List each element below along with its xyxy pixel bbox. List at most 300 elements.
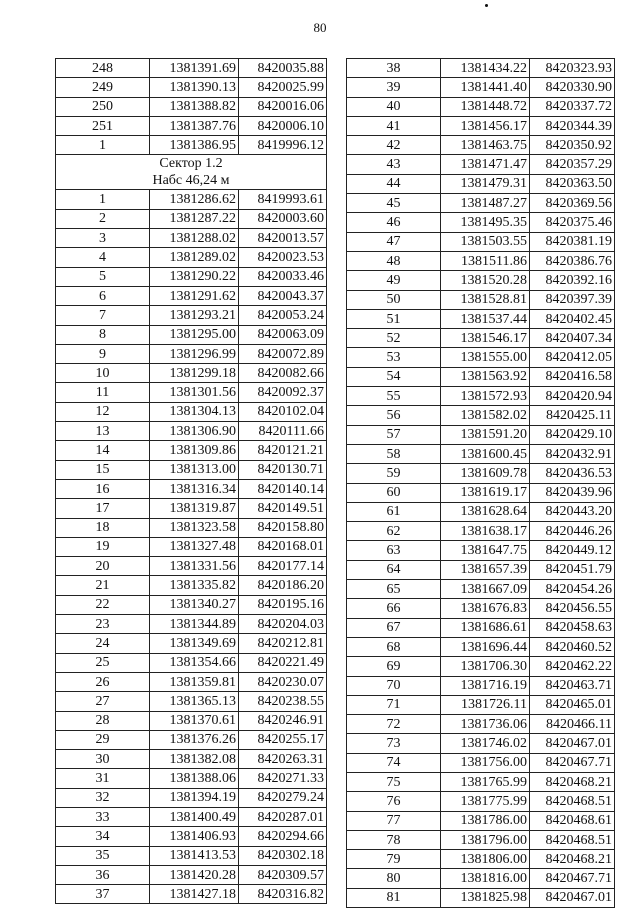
point-number-cell: 35 — [56, 846, 150, 865]
table-row — [347, 425, 615, 444]
x-coordinate-cell: 1381316.34 — [150, 479, 239, 498]
x-coordinate-cell: 1381289.02 — [150, 248, 239, 267]
x-coordinate-cell: 1381555.00 — [441, 348, 530, 367]
y-coordinate-cell: 8420337.72 — [530, 97, 615, 116]
point-number-cell: 29 — [56, 730, 150, 749]
point-number-cell: 66 — [347, 599, 441, 618]
x-coordinate-cell: 1381716.19 — [441, 676, 530, 695]
point-number-cell: 42 — [347, 136, 441, 155]
point-number-cell: 1 — [56, 136, 150, 155]
x-coordinate-cell: 1381309.86 — [150, 441, 239, 460]
point-number-cell: 64 — [347, 560, 441, 579]
table-row — [347, 290, 615, 309]
table-row — [347, 695, 615, 714]
x-coordinate-cell: 1381609.78 — [441, 464, 530, 483]
point-number-cell: 74 — [347, 753, 441, 772]
y-coordinate-cell: 8420092.37 — [239, 383, 327, 402]
table-row — [347, 464, 615, 483]
point-number-cell: 23 — [56, 615, 150, 634]
table-row — [56, 479, 327, 498]
y-coordinate-cell: 8420467.71 — [530, 869, 615, 888]
point-number-cell: 79 — [347, 850, 441, 869]
y-coordinate-cell: 8420432.91 — [530, 444, 615, 463]
point-number-cell: 60 — [347, 483, 441, 502]
x-coordinate-cell: 1381295.00 — [150, 325, 239, 344]
sector-title: Сектор 1.2 — [159, 156, 223, 172]
x-coordinate-cell: 1381528.81 — [441, 290, 530, 309]
x-coordinate-cell: 1381427.18 — [150, 885, 239, 904]
point-number-cell: 250 — [56, 97, 150, 116]
y-coordinate-cell: 8420323.93 — [530, 59, 615, 78]
y-coordinate-cell: 8420204.03 — [239, 615, 327, 634]
table-row — [56, 325, 327, 344]
table-row — [56, 807, 327, 826]
y-coordinate-cell: 8420425.11 — [530, 406, 615, 425]
y-coordinate-cell: 8420255.17 — [239, 730, 327, 749]
point-number-cell: 33 — [56, 807, 150, 826]
y-coordinate-cell: 8420053.24 — [239, 306, 327, 325]
x-coordinate-cell: 1381572.93 — [441, 387, 530, 406]
point-number-cell: 39 — [347, 78, 441, 97]
x-coordinate-cell: 1381503.55 — [441, 232, 530, 251]
table-row — [56, 672, 327, 691]
coordinates-table-right — [346, 58, 615, 908]
y-coordinate-cell: 8420294.66 — [239, 827, 327, 846]
point-number-cell: 1 — [56, 190, 150, 209]
x-coordinate-cell: 1381406.93 — [150, 827, 239, 846]
x-coordinate-cell: 1381726.11 — [441, 695, 530, 714]
y-coordinate-cell: 8420357.29 — [530, 155, 615, 174]
point-number-cell: 26 — [56, 672, 150, 691]
point-number-cell: 56 — [347, 406, 441, 425]
x-coordinate-cell: 1381686.61 — [441, 618, 530, 637]
y-coordinate-cell: 8420149.51 — [239, 499, 327, 518]
x-coordinate-cell: 1381344.89 — [150, 615, 239, 634]
y-coordinate-cell: 8420140.14 — [239, 479, 327, 498]
table-row — [347, 155, 615, 174]
point-number-cell: 75 — [347, 772, 441, 791]
x-coordinate-cell: 1381600.45 — [441, 444, 530, 463]
scan-speck — [485, 4, 488, 7]
point-number-cell: 50 — [347, 290, 441, 309]
x-coordinate-cell: 1381736.06 — [441, 715, 530, 734]
point-number-cell: 59 — [347, 464, 441, 483]
table-row — [56, 190, 327, 209]
y-coordinate-cell: 8420016.06 — [239, 97, 327, 116]
y-coordinate-cell: 8420436.53 — [530, 464, 615, 483]
point-number-cell: 36 — [56, 865, 150, 884]
table-row — [347, 637, 615, 656]
y-coordinate-cell: 8420063.09 — [239, 325, 327, 344]
y-coordinate-cell: 8420363.50 — [530, 174, 615, 193]
point-number-cell: 76 — [347, 792, 441, 811]
sector-subtitle: Набс 46,24 м — [152, 173, 230, 189]
table-row — [347, 560, 615, 579]
x-coordinate-cell: 1381563.92 — [441, 367, 530, 386]
point-number-cell: 251 — [56, 116, 150, 135]
table-row — [347, 483, 615, 502]
page-number: 80 — [313, 20, 327, 35]
x-coordinate-cell: 1381388.06 — [150, 769, 239, 788]
table-row — [347, 59, 615, 78]
y-coordinate-cell: 8420446.26 — [530, 522, 615, 541]
x-coordinate-cell: 1381796.00 — [441, 830, 530, 849]
y-coordinate-cell: 8420035.88 — [239, 59, 327, 78]
y-coordinate-cell: 8420465.01 — [530, 695, 615, 714]
y-coordinate-cell: 8420467.01 — [530, 734, 615, 753]
point-number-cell: 6 — [56, 286, 150, 305]
table-row — [56, 557, 327, 576]
point-number-cell: 45 — [347, 194, 441, 213]
point-number-cell: 8 — [56, 325, 150, 344]
table-row — [56, 634, 327, 653]
table-row — [347, 174, 615, 193]
table-row — [56, 885, 327, 904]
table-row — [56, 865, 327, 884]
y-coordinate-cell: 8420302.18 — [239, 846, 327, 865]
table-row — [56, 344, 327, 363]
y-coordinate-cell: 8420271.33 — [239, 769, 327, 788]
point-number-cell: 49 — [347, 271, 441, 290]
table-row — [56, 441, 327, 460]
x-coordinate-cell: 1381359.81 — [150, 672, 239, 691]
point-number-cell: 41 — [347, 116, 441, 135]
x-coordinate-cell: 1381487.27 — [441, 194, 530, 213]
point-number-cell: 18 — [56, 518, 150, 537]
point-number-cell: 17 — [56, 499, 150, 518]
y-coordinate-cell: 8419996.12 — [239, 136, 327, 155]
x-coordinate-cell: 1381537.44 — [441, 309, 530, 328]
x-coordinate-cell: 1381746.02 — [441, 734, 530, 753]
table-row — [347, 869, 615, 888]
y-coordinate-cell: 8420467.01 — [530, 888, 615, 907]
y-coordinate-cell: 8420102.04 — [239, 402, 327, 421]
x-coordinate-cell: 1381299.18 — [150, 364, 239, 383]
x-coordinate-cell: 1381546.17 — [441, 329, 530, 348]
right-table-rows — [347, 59, 615, 908]
y-coordinate-cell: 8420420.94 — [530, 387, 615, 406]
y-coordinate-cell: 8420369.56 — [530, 194, 615, 213]
point-number-cell: 13 — [56, 422, 150, 441]
table-row — [347, 78, 615, 97]
y-coordinate-cell: 8420429.10 — [530, 425, 615, 444]
table-row — [347, 753, 615, 772]
table-row — [56, 267, 327, 286]
point-number-cell: 47 — [347, 232, 441, 251]
table-row — [56, 653, 327, 672]
table-row — [347, 251, 615, 270]
y-coordinate-cell: 8420006.10 — [239, 116, 327, 135]
x-coordinate-cell: 1381775.99 — [441, 792, 530, 811]
point-number-cell: 62 — [347, 522, 441, 541]
y-coordinate-cell: 8420392.16 — [530, 271, 615, 290]
y-coordinate-cell: 8420416.58 — [530, 367, 615, 386]
y-coordinate-cell: 8420449.12 — [530, 541, 615, 560]
y-coordinate-cell: 8420287.01 — [239, 807, 327, 826]
point-number-cell: 69 — [347, 657, 441, 676]
x-coordinate-cell: 1381306.90 — [150, 422, 239, 441]
x-coordinate-cell: 1381382.08 — [150, 750, 239, 769]
table-row — [347, 271, 615, 290]
table-row — [347, 792, 615, 811]
table-row — [56, 692, 327, 711]
x-coordinate-cell: 1381286.62 — [150, 190, 239, 209]
x-coordinate-cell: 1381413.53 — [150, 846, 239, 865]
x-coordinate-cell: 1381520.28 — [441, 271, 530, 290]
point-number-cell: 16 — [56, 479, 150, 498]
table-row — [56, 499, 327, 518]
point-number-cell: 81 — [347, 888, 441, 907]
sector-header-group — [56, 155, 327, 190]
table-row — [347, 541, 615, 560]
x-coordinate-cell: 1381638.17 — [441, 522, 530, 541]
point-number-cell: 38 — [347, 59, 441, 78]
x-coordinate-cell: 1381495.35 — [441, 213, 530, 232]
point-number-cell: 10 — [56, 364, 150, 383]
y-coordinate-cell: 8420279.24 — [239, 788, 327, 807]
table-row — [56, 827, 327, 846]
y-coordinate-cell: 8420344.39 — [530, 116, 615, 135]
y-coordinate-cell: 8420462.22 — [530, 657, 615, 676]
y-coordinate-cell: 8420386.76 — [530, 251, 615, 270]
table-row — [347, 522, 615, 541]
point-number-cell: 68 — [347, 637, 441, 656]
x-coordinate-cell: 1381296.99 — [150, 344, 239, 363]
x-coordinate-cell: 1381386.95 — [150, 136, 239, 155]
x-coordinate-cell: 1381301.56 — [150, 383, 239, 402]
x-coordinate-cell: 1381628.64 — [441, 502, 530, 521]
sector-header-row — [56, 155, 327, 190]
x-coordinate-cell: 1381287.22 — [150, 209, 239, 228]
point-number-cell: 40 — [347, 97, 441, 116]
left-table-rows-bottom — [56, 190, 327, 904]
point-number-cell: 72 — [347, 715, 441, 734]
point-number-cell: 73 — [347, 734, 441, 753]
point-number-cell: 2 — [56, 209, 150, 228]
table-row — [347, 444, 615, 463]
y-coordinate-cell: 8420443.20 — [530, 502, 615, 521]
point-number-cell: 44 — [347, 174, 441, 193]
x-coordinate-cell: 1381463.75 — [441, 136, 530, 155]
point-number-cell: 21 — [56, 576, 150, 595]
point-number-cell: 28 — [56, 711, 150, 730]
y-coordinate-cell: 8420468.51 — [530, 830, 615, 849]
x-coordinate-cell: 1381479.31 — [441, 174, 530, 193]
table-row — [347, 387, 615, 406]
y-coordinate-cell: 8420407.34 — [530, 329, 615, 348]
y-coordinate-cell: 8420467.71 — [530, 753, 615, 772]
table-row — [347, 734, 615, 753]
table-row — [347, 850, 615, 869]
y-coordinate-cell: 8420412.05 — [530, 348, 615, 367]
point-number-cell: 248 — [56, 59, 150, 78]
point-number-cell: 46 — [347, 213, 441, 232]
sector-header — [56, 155, 327, 190]
x-coordinate-cell: 1381657.39 — [441, 560, 530, 579]
table-row — [56, 769, 327, 788]
x-coordinate-cell: 1381340.27 — [150, 595, 239, 614]
table-row — [347, 232, 615, 251]
y-coordinate-cell: 8420454.26 — [530, 580, 615, 599]
x-coordinate-cell: 1381354.66 — [150, 653, 239, 672]
y-coordinate-cell: 8420402.45 — [530, 309, 615, 328]
table-row — [56, 136, 327, 155]
table-row — [347, 309, 615, 328]
point-number-cell: 61 — [347, 502, 441, 521]
table-row — [56, 422, 327, 441]
y-coordinate-cell: 8419993.61 — [239, 190, 327, 209]
x-coordinate-cell: 1381331.56 — [150, 557, 239, 576]
y-coordinate-cell: 8420043.37 — [239, 286, 327, 305]
point-number-cell: 65 — [347, 580, 441, 599]
table-row — [56, 460, 327, 479]
x-coordinate-cell: 1381676.83 — [441, 599, 530, 618]
point-number-cell: 19 — [56, 537, 150, 556]
point-number-cell: 30 — [56, 750, 150, 769]
x-coordinate-cell: 1381400.49 — [150, 807, 239, 826]
y-coordinate-cell: 8420309.57 — [239, 865, 327, 884]
x-coordinate-cell: 1381390.13 — [150, 78, 239, 97]
y-coordinate-cell: 8420212.81 — [239, 634, 327, 653]
point-number-cell: 34 — [56, 827, 150, 846]
y-coordinate-cell: 8420025.99 — [239, 78, 327, 97]
x-coordinate-cell: 1381456.17 — [441, 116, 530, 135]
point-number-cell: 57 — [347, 425, 441, 444]
point-number-cell: 20 — [56, 557, 150, 576]
y-coordinate-cell: 8420033.46 — [239, 267, 327, 286]
y-coordinate-cell: 8420130.71 — [239, 460, 327, 479]
y-coordinate-cell: 8420468.21 — [530, 850, 615, 869]
point-number-cell: 15 — [56, 460, 150, 479]
table-row — [56, 402, 327, 421]
table-row — [347, 715, 615, 734]
point-number-cell: 14 — [56, 441, 150, 460]
table-row — [56, 846, 327, 865]
x-coordinate-cell: 1381696.44 — [441, 637, 530, 656]
y-coordinate-cell: 8420230.07 — [239, 672, 327, 691]
y-coordinate-cell: 8420466.11 — [530, 715, 615, 734]
x-coordinate-cell: 1381394.19 — [150, 788, 239, 807]
table-row — [56, 788, 327, 807]
table-row — [56, 209, 327, 228]
y-coordinate-cell: 8420221.49 — [239, 653, 327, 672]
x-coordinate-cell: 1381511.86 — [441, 251, 530, 270]
point-number-cell: 80 — [347, 869, 441, 888]
y-coordinate-cell: 8420168.01 — [239, 537, 327, 556]
coordinates-table-left — [55, 58, 327, 904]
point-number-cell: 67 — [347, 618, 441, 637]
y-coordinate-cell: 8420013.57 — [239, 229, 327, 248]
table-row — [347, 811, 615, 830]
y-coordinate-cell: 8420468.51 — [530, 792, 615, 811]
x-coordinate-cell: 1381619.17 — [441, 483, 530, 502]
y-coordinate-cell: 8420111.66 — [239, 422, 327, 441]
x-coordinate-cell: 1381391.69 — [150, 59, 239, 78]
point-number-cell: 77 — [347, 811, 441, 830]
table-row — [56, 248, 327, 267]
point-number-cell: 22 — [56, 595, 150, 614]
table-row — [56, 306, 327, 325]
point-number-cell: 52 — [347, 329, 441, 348]
x-coordinate-cell: 1381387.76 — [150, 116, 239, 135]
y-coordinate-cell: 8420121.21 — [239, 441, 327, 460]
y-coordinate-cell: 8420316.82 — [239, 885, 327, 904]
y-coordinate-cell: 8420458.63 — [530, 618, 615, 637]
x-coordinate-cell: 1381825.98 — [441, 888, 530, 907]
table-row — [56, 750, 327, 769]
table-row — [56, 78, 327, 97]
x-coordinate-cell: 1381441.40 — [441, 78, 530, 97]
point-number-cell: 55 — [347, 387, 441, 406]
point-number-cell: 7 — [56, 306, 150, 325]
x-coordinate-cell: 1381365.13 — [150, 692, 239, 711]
y-coordinate-cell: 8420397.39 — [530, 290, 615, 309]
point-number-cell: 12 — [56, 402, 150, 421]
y-coordinate-cell: 8420238.55 — [239, 692, 327, 711]
point-number-cell: 11 — [56, 383, 150, 402]
table-row — [347, 116, 615, 135]
table-row — [56, 97, 327, 116]
table-row — [56, 576, 327, 595]
x-coordinate-cell: 1381582.02 — [441, 406, 530, 425]
y-coordinate-cell: 8420072.89 — [239, 344, 327, 363]
table-row — [56, 537, 327, 556]
point-number-cell: 25 — [56, 653, 150, 672]
y-coordinate-cell: 8420451.79 — [530, 560, 615, 579]
table-row — [347, 97, 615, 116]
y-coordinate-cell: 8420460.52 — [530, 637, 615, 656]
y-coordinate-cell: 8420195.16 — [239, 595, 327, 614]
x-coordinate-cell: 1381647.75 — [441, 541, 530, 560]
table-row — [347, 618, 615, 637]
x-coordinate-cell: 1381806.00 — [441, 850, 530, 869]
x-coordinate-cell: 1381370.61 — [150, 711, 239, 730]
table-row — [56, 116, 327, 135]
table-row — [56, 615, 327, 634]
x-coordinate-cell: 1381756.00 — [441, 753, 530, 772]
y-coordinate-cell: 8420375.46 — [530, 213, 615, 232]
x-coordinate-cell: 1381313.00 — [150, 460, 239, 479]
point-number-cell: 53 — [347, 348, 441, 367]
point-number-cell: 9 — [56, 344, 150, 363]
x-coordinate-cell: 1381471.47 — [441, 155, 530, 174]
x-coordinate-cell: 1381290.22 — [150, 267, 239, 286]
table-row — [347, 888, 615, 907]
table-row — [347, 599, 615, 618]
y-coordinate-cell: 8420263.31 — [239, 750, 327, 769]
point-number-cell: 54 — [347, 367, 441, 386]
y-coordinate-cell: 8420381.19 — [530, 232, 615, 251]
x-coordinate-cell: 1381327.48 — [150, 537, 239, 556]
table-row — [56, 730, 327, 749]
y-coordinate-cell: 8420330.90 — [530, 78, 615, 97]
y-coordinate-cell: 8420468.61 — [530, 811, 615, 830]
y-coordinate-cell: 8420158.80 — [239, 518, 327, 537]
x-coordinate-cell: 1381323.58 — [150, 518, 239, 537]
x-coordinate-cell: 1381388.82 — [150, 97, 239, 116]
point-number-cell: 51 — [347, 309, 441, 328]
y-coordinate-cell: 8420463.71 — [530, 676, 615, 695]
y-coordinate-cell: 8420246.91 — [239, 711, 327, 730]
point-number-cell: 71 — [347, 695, 441, 714]
x-coordinate-cell: 1381376.26 — [150, 730, 239, 749]
table-row — [347, 136, 615, 155]
table-row — [347, 772, 615, 791]
table-row — [347, 213, 615, 232]
table-row — [347, 406, 615, 425]
point-number-cell: 4 — [56, 248, 150, 267]
table-row — [56, 286, 327, 305]
